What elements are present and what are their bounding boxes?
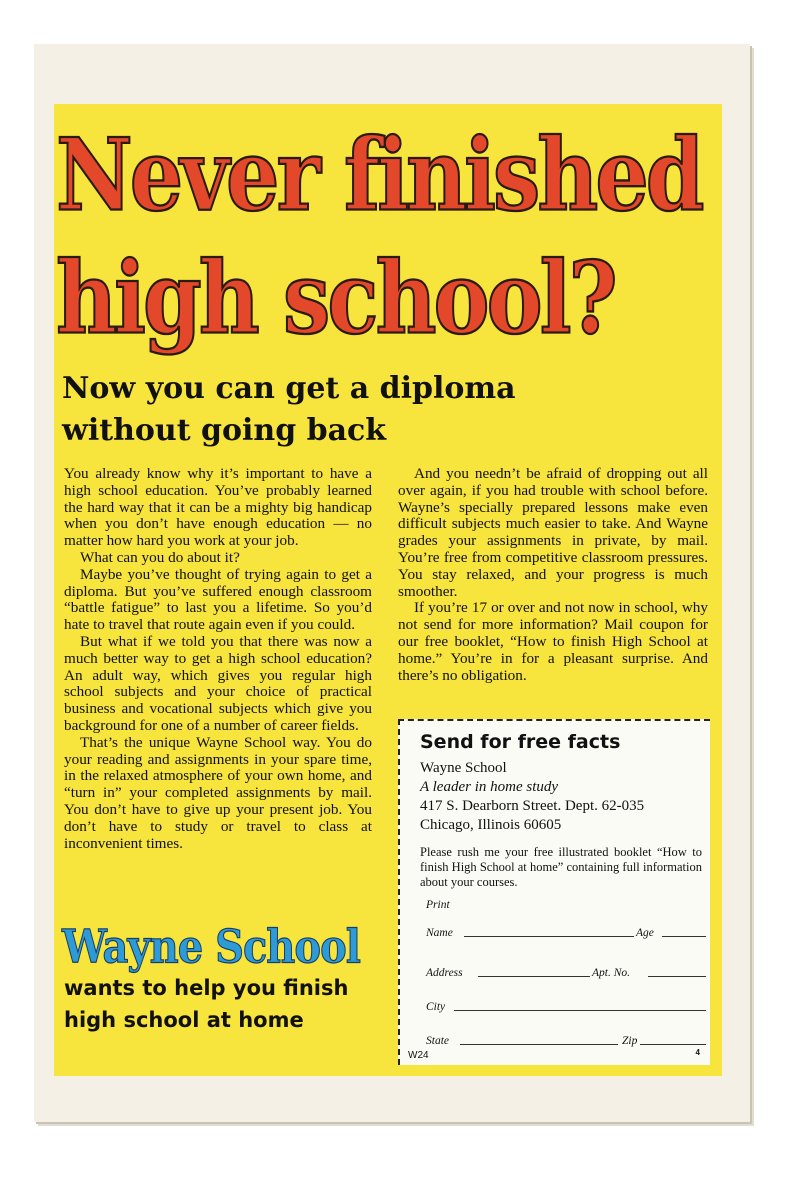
city-row <box>426 999 706 1013</box>
age-field[interactable] <box>662 936 706 937</box>
body-column-right <box>398 466 708 684</box>
address-street: 417 S. Dearborn Street. Dept. 62-035 <box>420 798 645 814</box>
subheadline-line-1: Now you can get a diploma <box>62 371 516 406</box>
address-label: Address <box>426 967 463 979</box>
headline-line-2: high school? <box>56 239 615 356</box>
school-name: Wayne School <box>420 760 507 776</box>
city-label: City <box>426 1001 446 1013</box>
brand-tagline <box>64 972 384 1036</box>
zip-label: Zip <box>622 1035 638 1047</box>
apt-label: Apt. No. <box>592 967 631 979</box>
body-paragraph: Maybe you’ve thought of trying again to get a diploma. But you’ve suffered enough classroom “battle fatigue” to last you a lifetime. So you’d hate to travel that route again even if you could. <box>64 565 372 634</box>
name-age-row <box>426 925 706 939</box>
print-label: Print <box>426 899 450 911</box>
coupon-number: 4 <box>695 1048 700 1057</box>
address-row <box>426 965 706 979</box>
state-zip-row <box>426 1033 706 1047</box>
print-name-row <box>426 899 706 925</box>
city-field[interactable] <box>454 1010 706 1011</box>
age-label: Age <box>636 927 654 939</box>
subheadline <box>62 368 662 452</box>
school-slogan: A leader in home study <box>420 779 559 795</box>
tagline-line-1: wants to help you finish <box>64 976 349 1000</box>
headline <box>54 114 722 359</box>
body-paragraph: You already know why it’s important to have a high school education. You’ve probably learned the hard way that it can be a mighty big handicap when you don’t have enough education — no matter how hard you work at your job. <box>64 465 372 550</box>
advertisement <box>54 104 722 1076</box>
state-label: State <box>426 1035 449 1047</box>
state-field[interactable] <box>460 1044 618 1045</box>
subheadline-line-2: without going back <box>62 413 387 448</box>
mail-coupon[interactable] <box>398 719 710 1065</box>
body-paragraph: That’s the unique Wayne School way. You do your reading and assignments in your spare time, in the relaxed atmosphere of your own home, and “turn in” your completed assignments by mail. You don’t have to give up your present job. You don’t have to study or travel to class at inconvenient times. <box>64 733 372 852</box>
name-field[interactable] <box>464 936 634 937</box>
headline-line-1: Never finished <box>56 116 702 234</box>
name-label: Name <box>426 927 453 939</box>
zip-field[interactable] <box>640 1044 706 1045</box>
body-paragraph: And you needn’t be afraid of dropping out all over again, if you had trouble with school before. Wayne’s specially prepared lessons make even difficult subjects much easier to take. And Wayne grades your assignments in private, by mail. You’re free from competitive classroom pressures. You stay relaxed, and your progress is much smoother. <box>398 465 708 600</box>
tagline-line-2: high school at home <box>64 1008 304 1032</box>
body-paragraph: But what if we told you that there was now a much better way to get a high school education? An adult way, which gives you regular high school subjects and your choice of practical business and vocational subjects which give you background for one of a number of career fields. <box>64 632 372 734</box>
address-field[interactable] <box>478 976 590 977</box>
body-paragraph: If you’re 17 or over and not now in school, why not send for more information? Mail coupon for our free booklet, “How to finish High School at home.” You’re in for a pleasant surprise. And there’s no obligation. <box>398 599 708 684</box>
coupon-title: Send for free facts <box>420 731 621 753</box>
body-paragraph: What can you do about it? <box>80 548 240 566</box>
address-city: Chicago, Illinois 60605 <box>420 817 562 833</box>
request-text: Please rush me your free illustrated booklet “How to finish High School at home” containing full information about your courses. <box>420 845 702 889</box>
coupon-code: W24 <box>408 1050 429 1061</box>
body-column-left <box>64 466 372 852</box>
brand-logo: Wayne School <box>62 920 360 975</box>
apt-field[interactable] <box>648 976 706 977</box>
